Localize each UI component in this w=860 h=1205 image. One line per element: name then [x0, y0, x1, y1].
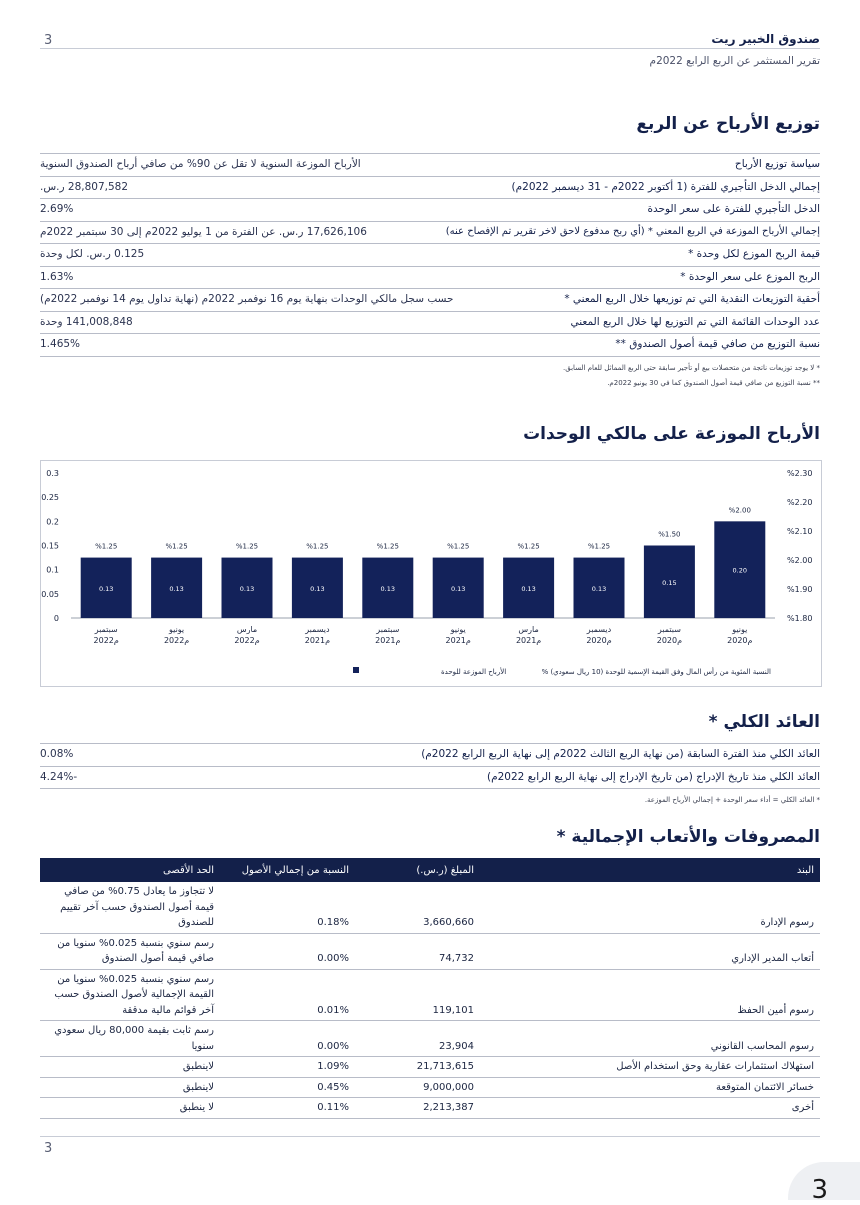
- row-value: 1.465%: [40, 338, 81, 350]
- chart-frame: [40, 460, 822, 687]
- cell-amount: 3,660,660: [355, 882, 480, 933]
- right-tick-label: %2.30: [787, 469, 813, 478]
- table-row: [40, 1021, 820, 1057]
- row-label: العائد الكلي منذ الفترة السابقة (من نهاية الربع الثالث 2022م إلى نهاية الربع الرابع 2022م): [421, 748, 820, 760]
- x-tick-label-year: 2022م: [163, 636, 190, 645]
- header-divider: [40, 48, 820, 49]
- distribution-note-1: * لا يوجد توزيعات ناتجة من متحصلات بيع أو تأجير سابقة حتى الربع المماثل للعام السابق.: [563, 364, 820, 372]
- header-amount: المبلغ (ر.س.): [355, 858, 480, 882]
- row-value: 1.63%: [40, 270, 74, 283]
- footer-page-number: 3: [44, 1141, 53, 1156]
- total-return-table: [40, 743, 820, 789]
- percent-data-label: %1.25: [587, 542, 611, 551]
- cell-item: أخرى: [480, 1098, 820, 1119]
- cell-amount: 21,713,615: [355, 1057, 480, 1078]
- row-value: الأرباح الموزعة السنوية لا تقل عن 90% من صافي أرباح الصندوق السنوية: [40, 158, 361, 170]
- table-header-row: [40, 858, 820, 882]
- bar-value-label: 0.13: [521, 584, 536, 593]
- percent-data-label: %1.25: [517, 542, 540, 551]
- total-return-note: * العائد الكلي = أداء سعر الوحدة + إجمالي الأرباح الموزعة.: [644, 796, 820, 804]
- distribution-note-2: ** نسبة التوزيع من صافي قيمة أصول الصندوق كما في 30 يونيو 2022م.: [607, 379, 820, 387]
- cell-max: لا ينطبق: [40, 1098, 220, 1119]
- bar-value-label: 0.13: [591, 584, 607, 593]
- row-value: حسب سجل مالكي الوحدات بنهاية يوم 16 نوفمبر 2022م (نهاية تداول يوم 14 نوفمبر 2022م): [40, 293, 454, 305]
- left-tick-label: 0: [53, 614, 59, 623]
- row-label: العائد الكلي منذ تاريخ الإدراج (من تاريخ الإدراج إلى نهاية الربع الرابع 2022م): [487, 770, 820, 783]
- x-tick-label: ديسمبر: [586, 625, 612, 634]
- table-row: [40, 267, 820, 290]
- distribution-table: [40, 153, 820, 357]
- row-label: إجمالي الدخل التأجيري للفترة (1 أكتوبر 2022م - 31 ديسمبر 2022م): [511, 180, 820, 193]
- table-row: [40, 154, 820, 177]
- table-row: [40, 177, 820, 200]
- cell-item: خسائر الائتمان المتوقعة: [480, 1077, 820, 1098]
- row-label: الربح الموزع على سعر الوحدة *: [680, 270, 820, 283]
- cell-item: استهلاك استثمارات عقارية وحق استخدام الأصل: [480, 1057, 820, 1078]
- percent-data-label: %1.50: [658, 530, 681, 539]
- row-value: 141,008,848 وحدة: [40, 315, 133, 328]
- row-label: سياسة توزيع الأرباح: [734, 158, 820, 170]
- header-max: الحد الأقصى: [40, 858, 220, 882]
- cell-item: رسوم الإدارة: [480, 882, 820, 933]
- cell-item: رسوم المحاسب القانوني: [480, 1021, 820, 1057]
- cell-max: لاينطبق: [40, 1057, 220, 1078]
- cell-amount: 23,904: [355, 1021, 480, 1057]
- expenses-title: المصروفات والأتعاب الإجمالية *: [556, 827, 820, 847]
- left-tick-label: 0.15: [41, 541, 59, 551]
- x-tick-label-year: 2020م: [656, 636, 683, 645]
- row-label: عدد الوحدات القائمة التي تم التوزيع لها خلال الربع المعني: [570, 315, 820, 328]
- chart-section-title: الأرباح الموزعة على مالكي الوحدات: [523, 424, 820, 444]
- table-row: [40, 312, 820, 335]
- x-tick-label: يونيو: [450, 625, 466, 634]
- distribution-chart: [41, 461, 821, 686]
- x-tick-label-year: 2021م: [375, 636, 401, 645]
- right-tick-label: %2.20: [787, 498, 813, 507]
- cell-item: أتعاب المدير الإداري: [480, 933, 820, 969]
- x-tick-label-year: 2020م: [586, 636, 612, 645]
- x-tick-label-year: 2021م: [445, 636, 471, 645]
- x-tick-label: مارس: [236, 625, 258, 634]
- table-row: [40, 199, 820, 222]
- row-label: إجمالي الأرباح الموزعة في الربع المعني * (أي ربح مدفوع لاحق لاخر تقرير تم الإفصاح عنه): [445, 225, 820, 237]
- cell-percent: 0.18%: [220, 882, 355, 933]
- table-row: [40, 1077, 820, 1098]
- legend-series-1: الأرباح الموزعة للوحدة: [441, 668, 507, 676]
- cell-amount: 74,732: [355, 933, 480, 969]
- bar-value-label: 0.13: [310, 584, 325, 593]
- cell-max: رسم سنوي بنسبة 0.025% سنويا من صافي قيمة أصول الصندوق: [40, 933, 220, 969]
- cell-max: رسم سنوي بنسبة 0.025% سنويا من القيمة الإجمالية لأصول الصندوق حسب آخر قوائم مالية مدققة: [40, 969, 220, 1021]
- total-return-title: العائد الكلي *: [708, 712, 820, 732]
- x-tick-label: يونيو: [732, 625, 748, 634]
- table-row: [40, 767, 820, 790]
- x-tick-label-year: 2022م: [234, 636, 260, 645]
- bar-value-label: 0.13: [380, 584, 396, 593]
- row-label: نسبة التوزيع من صافي قيمة أصول الصندوق **: [615, 338, 820, 350]
- percent-data-label: %1.25: [235, 542, 259, 551]
- row-value: 17,626,106 ر.س. عن الفترة من 1 يوليو 2022م إلى 30 سبتمبر 2022م: [40, 225, 367, 238]
- x-tick-label: سبتمبر: [657, 625, 681, 634]
- bar-value-label: 0.13: [450, 584, 466, 593]
- x-tick-label-year: 2020م: [727, 636, 753, 645]
- cell-max: لا تتجاوز ما يعادل 0.75% من صافي قيمة أصول الصندوق حسب آخر تقييم للصندوق: [40, 882, 220, 933]
- x-tick-label-year: 2021م: [515, 636, 542, 645]
- fund-name: صندوق الخبير ريت: [711, 32, 820, 46]
- left-tick-label: 0.05: [41, 589, 59, 599]
- cell-amount: 9,000,000: [355, 1077, 480, 1098]
- footer-divider: [40, 1136, 820, 1137]
- table-row: [40, 969, 820, 1021]
- legend-series-2: النسبة المئوية من رأس المال وفق القيمة الإسمية للوحدة (10 ريال سعودي) %: [541, 668, 771, 676]
- percent-data-label: %1.25: [165, 542, 188, 551]
- cell-percent: 0.45%: [220, 1077, 355, 1098]
- right-tick-label: %1.80: [787, 614, 813, 623]
- x-tick-label: يونيو: [169, 625, 185, 634]
- percent-data-label: %1.25: [95, 542, 118, 551]
- cell-percent: 0.11%: [220, 1098, 355, 1119]
- expenses-table: [40, 858, 820, 1119]
- bar-value-label: 0.20: [732, 566, 748, 575]
- percent-data-label: %1.25: [376, 542, 399, 551]
- table-row: [40, 289, 820, 312]
- cell-item: رسوم أمين الحفظ: [480, 969, 820, 1021]
- bar-value-label: 0.13: [98, 584, 114, 593]
- row-value: 28,807,582 ر.س.: [40, 180, 129, 193]
- left-tick-label: 0.1: [46, 565, 59, 575]
- table-row: [40, 222, 820, 245]
- bar-value-label: 0.13: [169, 584, 184, 593]
- x-tick-label: سبتمبر: [94, 625, 118, 634]
- table-row: [40, 744, 820, 767]
- row-value: -4.24%: [40, 770, 78, 783]
- cell-amount: 2,213,387: [355, 1098, 480, 1119]
- percent-data-label: %1.25: [306, 542, 329, 551]
- row-label: قيمة الربح الموزع لكل وحدة *: [688, 248, 820, 260]
- bar-value-label: 0.13: [239, 584, 255, 593]
- cell-max: لاينطبق: [40, 1077, 220, 1098]
- table-row: [40, 334, 820, 357]
- legend-swatch: [353, 667, 359, 673]
- cell-max: رسم ثابت بقيمة 80,000 ريال سعودي سنويا: [40, 1021, 220, 1057]
- row-value: 0.08%: [40, 748, 74, 760]
- header-page-number: 3: [44, 33, 53, 48]
- row-value: 2.69%: [40, 203, 74, 215]
- cell-amount: 119,101: [355, 969, 480, 1021]
- x-tick-label: مارس: [518, 625, 539, 634]
- table-row: [40, 1057, 820, 1078]
- x-tick-label-year: 2022م: [93, 636, 119, 645]
- percent-data-label: %1.25: [447, 542, 470, 551]
- report-title: تقرير المستثمر عن الربع الرابع 2022م: [649, 55, 820, 67]
- x-tick-label: ديسمبر: [305, 625, 330, 634]
- left-tick-label: 0.25: [41, 493, 59, 503]
- cell-percent: 0.00%: [220, 1021, 355, 1057]
- x-tick-label: سبتمبر: [376, 625, 400, 634]
- percent-data-label: %2.00: [728, 506, 751, 515]
- cell-percent: 0.00%: [220, 933, 355, 969]
- header-percent: النسبة من إجمالي الأصول: [220, 858, 355, 882]
- cell-percent: 1.09%: [220, 1057, 355, 1078]
- table-row: [40, 244, 820, 267]
- row-label: أحقية التوزيعات النقدية التي تم توزيعها خلال الربع المعني *: [564, 293, 820, 305]
- table-row: [40, 933, 820, 969]
- right-tick-label: %1.90: [787, 585, 813, 594]
- cell-percent: 0.01%: [220, 969, 355, 1021]
- left-tick-label: 0.3: [46, 469, 59, 478]
- right-tick-label: %2.10: [787, 527, 813, 536]
- row-label: الدخل التأجيري للفترة على سعر الوحدة: [647, 203, 820, 215]
- table-row: [40, 882, 820, 933]
- header-item: البند: [480, 858, 820, 882]
- right-tick-label: %2.00: [787, 556, 813, 565]
- table-row: [40, 1098, 820, 1119]
- row-value: 0.125 ر.س. لكل وحدة: [40, 248, 145, 260]
- left-tick-label: 0.2: [46, 517, 59, 527]
- bar-value-label: 0.15: [662, 578, 677, 587]
- corner-page-number: 3: [811, 1175, 828, 1205]
- x-tick-label-year: 2021م: [304, 636, 331, 645]
- distribution-title: توزيع الأرباح عن الربع: [636, 114, 820, 134]
